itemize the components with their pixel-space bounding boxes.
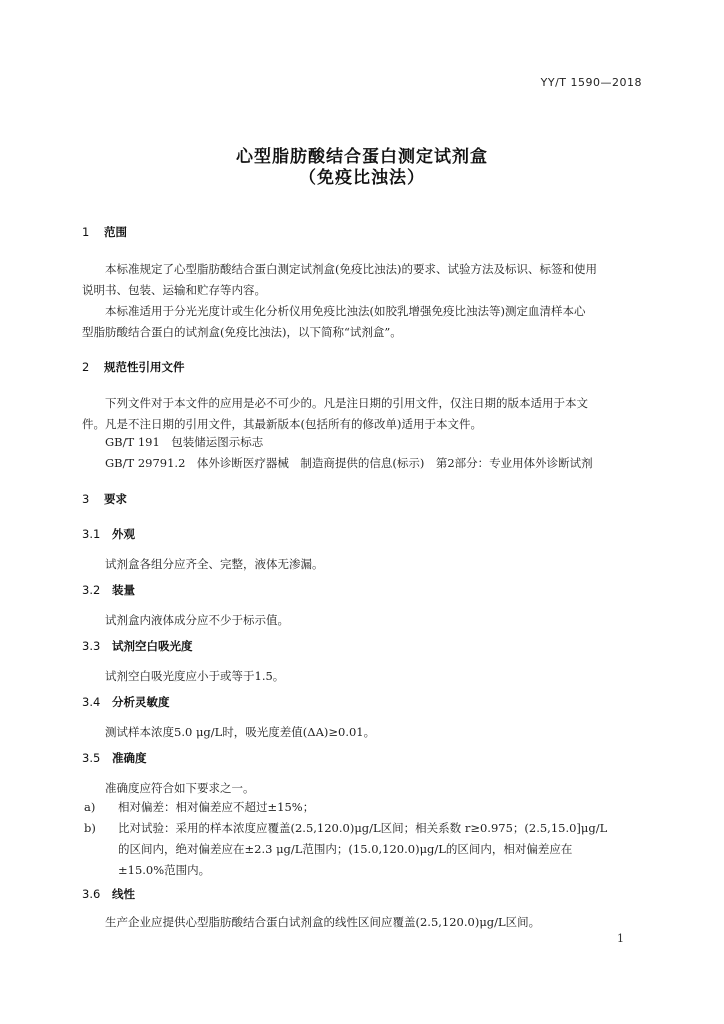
section-1-heading — [82, 224, 127, 240]
list-item-b-continuation: 的区间内，绝对偏差应在±2.3 μg/L范围内；(15.0,120.0)μg/L的区间内，相对偏差应在 — [118, 842, 573, 856]
section-2-para-line-2: 件。凡是不注日期的引用文件，其最新版本(包括所有的修改单)适用于本文件。 — [82, 417, 482, 431]
subsection-number: 3.2 — [82, 583, 101, 597]
subsection-3-4-text: 测试样本浓度5.0 μg/L时，吸光度差值(ΔA)≥0.01。 — [105, 725, 376, 739]
section-title: 范围 — [104, 225, 127, 239]
list-item-b-continuation: ±15.0%范围内。 — [118, 863, 211, 877]
subsection-title: 外观 — [112, 527, 135, 541]
list-marker: a) — [84, 800, 96, 814]
page-number: 1 — [617, 932, 624, 945]
subsection-3-2-text: 试剂盒内液体成分应不少于标示值。 — [105, 613, 289, 627]
section-title: 要求 — [104, 492, 127, 506]
section-3-heading — [82, 491, 127, 507]
subsection-3-5-heading — [82, 750, 147, 766]
subsection-3-6-text: 生产企业应提供心型脂肪酸结合蛋白试剂盒的线性区间应覆盖(2.5,120.0)μg/L区间。 — [105, 915, 541, 929]
section-number: 1 — [82, 225, 90, 239]
section-title: 规范性引用文件 — [104, 360, 185, 374]
section-1-para-2-line-1: 本标准适用于分光光度计或生化分析仪用免疫比浊法(如胶乳增强免疫比浊法等)测定血清样本心 — [105, 304, 586, 318]
section-number: 2 — [82, 360, 90, 374]
subsection-title: 分析灵敏度 — [112, 695, 170, 709]
document-title: 心型脂肪酸结合蛋白测定试剂盒 — [236, 147, 488, 167]
document-subtitle: （免疫比浊法） — [299, 168, 425, 188]
list-item-a — [82, 799, 314, 815]
list-item-text: 相对偏差：相对偏差应不超过±15%； — [118, 800, 315, 814]
subsection-title: 线性 — [112, 887, 135, 901]
subsection-3-3-heading — [82, 638, 193, 654]
list-marker: b) — [84, 821, 96, 835]
section-number: 3 — [82, 492, 90, 506]
subsection-3-2-heading — [82, 582, 135, 598]
section-2-heading — [82, 359, 185, 375]
subsection-title: 准确度 — [112, 751, 147, 765]
subsection-number: 3.3 — [82, 639, 101, 653]
subsection-3-5-intro: 准确度应符合如下要求之一。 — [105, 781, 255, 795]
subsection-number: 3.4 — [82, 695, 101, 709]
reference-item: GB/T 29791.2 体外诊断医疗器械 制造商提供的信息(标示) 第2部分：专业用体外诊断试剂 — [105, 456, 593, 470]
section-1-para-2-line-2: 型脂肪酸结合蛋白的试剂盒(免疫比浊法)，以下简称“试剂盒”。 — [82, 325, 402, 339]
reference-item: GB/T 191 包装储运图示标志 — [105, 435, 264, 449]
standard-number: YY/T 1590—2018 — [540, 76, 642, 89]
section-1-para-1-line-1: 本标准规定了心型脂肪酸结合蛋白测定试剂盒(免疫比浊法)的要求、试验方法及标识、标签和使用 — [105, 262, 597, 276]
subsection-3-1-text: 试剂盒各组分应齐全、完整，液体无渗漏。 — [105, 557, 324, 571]
subsection-title: 装量 — [112, 583, 135, 597]
list-item-b — [82, 820, 607, 836]
subsection-3-1-heading — [82, 526, 135, 542]
subsection-number: 3.5 — [82, 751, 101, 765]
section-2-para-line-1: 下列文件对于本文件的应用是必不可少的。凡是注日期的引用文件，仅注日期的版本适用于本文 — [105, 396, 588, 410]
subsection-number: 3.1 — [82, 527, 101, 541]
section-1-para-1-line-2: 说明书、包装、运输和贮存等内容。 — [82, 283, 266, 297]
subsection-title: 试剂空白吸光度 — [112, 639, 193, 653]
subsection-number: 3.6 — [82, 887, 101, 901]
subsection-3-4-heading — [82, 694, 170, 710]
subsection-3-6-heading — [82, 886, 135, 902]
subsection-3-3-text: 试剂空白吸光度应小于或等于1.5。 — [105, 669, 285, 683]
list-item-text: 比对试验：采用的样本浓度应覆盖(2.5,120.0)μg/L区间；相关系数 r≥0.975；(2.5,15.0]μg/L — [118, 821, 608, 835]
